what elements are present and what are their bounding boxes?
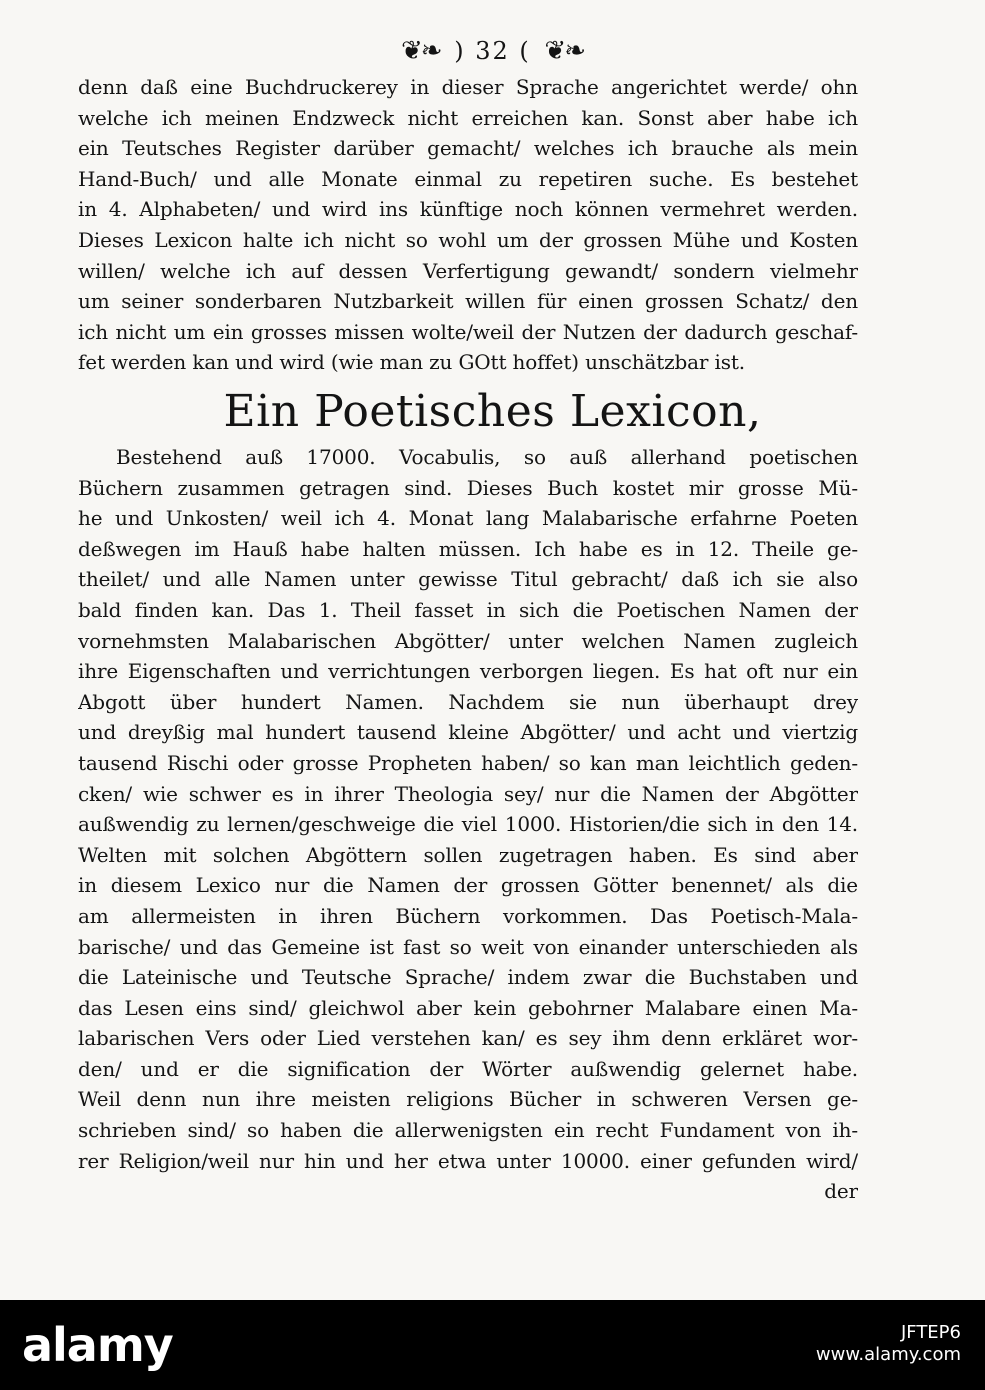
text-line: theilet/ und alle Namen unter gewisse Titul gebracht/ daß ich sie also [78,567,858,592]
text-line: willen/ welche ich auf dessen Verfertigung gewandt/ sondern vielmehr [78,258,858,283]
text-line: welche ich meinen Endzweck nicht erreichen kan. Sonst aber habe ich [78,105,858,130]
text-line: he und Unkosten/ weil ich 4. Monat lang Malabarische erfahrne Poeten [78,506,858,531]
text-line: ihre Eigenschaften und verrichtungen verborgen liegen. Es hat oft nur ein [78,659,858,684]
text-line: um seiner sonderbaren Nutzbarkeit willen für einen grossen Schatz/ den [78,289,858,314]
text-line: in 4. Alphabeten/ und wird ins künftige noch können vermehret werden. [78,197,858,222]
text-line: ich nicht um ein grosses missen wolte/weil der Nutzen der dadurch geschaf- [78,319,858,344]
text-line: bald finden kan. Das 1. Theil fasset in sich die Poetischen Namen der [78,597,858,622]
text-line: ein Teutsches Register darüber gemacht/ welches ich brauche als mein [78,136,858,161]
text-line: Weil denn nun ihre meisten religions Bücher in schweren Versen ge- [78,1087,858,1112]
text-line: Dieses Lexicon halte ich nicht so wohl um der grossen Mühe und Kosten [78,227,858,252]
text-line: Büchern zusammen getragen sind. Dieses Buch kostet mir grosse Mü- [78,475,858,500]
watermark-footer [0,1300,985,1390]
page-number: ) 32 ( [454,37,531,65]
section-title: Ein Poetisches Lexicon, [223,386,762,437]
page-header [0,36,985,66]
text-line: denn daß eine Buchdruckerey in dieser Sprache angerichtet werde/ ohn [78,75,858,99]
text-line: am allermeisten in ihren Büchern vorkommen. Das Poetisch-Mala- [78,903,858,928]
site-address: www.alamy.com [815,1344,961,1365]
text-line: außwendig zu lernen/geschweige die viel 1000. Historien/die sich in den 14. [78,812,858,837]
text-line: Welten mit solchen Abgöttern sollen zugetragen haben. Es sind aber [78,842,858,867]
paragraph-1 [78,72,858,378]
text-line: labarischen Vers oder Lied verstehen kan/ es sey ihm denn erkläret wor- [78,1026,858,1051]
text-line: fet werden kan und wird (wie man zu GOtt hoffet) unschätzbar ist. [78,350,745,375]
text-line: Abgott über hundert Namen. Nachdem sie nun überhaupt drey [78,689,858,714]
text-line: und dreyßig mal hundert tausend kleine Abgötter/ und acht und viertzig [78,720,858,745]
text-line: cken/ wie schwer es in ihrer Theologia sey/ nur die Namen der Abgötter [78,781,858,806]
text-line: Bestehend auß 17000. Vocabulis, so auß allerhand poetischen [116,445,858,469]
text-line: in diesem Lexico nur die Namen der grossen Götter benennet/ als die [78,873,858,898]
text-line: schrieben sind/ so haben die allerwenigsten ein recht Fundament von ih- [78,1118,858,1143]
ornament-left-icon: ❦❧ [401,36,441,66]
ornament-right-icon: ❦❧ [544,36,584,66]
image-reference [816,1322,961,1366]
brand-logo: alamy [22,1318,173,1372]
catchword: der [824,1179,858,1204]
text-line: barische/ und das Gemeine ist fast so weit von einander unterschieden als [78,934,858,959]
text-line: deßwegen im Hauß habe halten müssen. Ich habe es in 12. Theile ge- [78,536,858,561]
text-line: die Lateinische und Teutsche Sprache/ indem zwar die Buchstaben und [78,965,858,990]
image-code: JFTEP6 [900,1322,961,1343]
text-line: rer Religion/weil nur hin und her etwa unter 10000. einer gefunden wird/ [78,1148,858,1173]
text-line: vornehmsten Malabarischen Abgötter/ unter welchen Namen zugleich [78,628,858,653]
text-line: das Lesen eins sind/ gleichwol aber kein gebohrner Malabare einen Ma- [78,995,858,1020]
text-line: tausend Rischi oder grosse Propheten haben/ so kan man leichtlich geden- [78,750,858,775]
text-line: den/ und er die signification der Wörter außwendig gelernet habe. [78,1056,858,1081]
paragraph-2 [78,442,858,1207]
text-line: Hand-Buch/ und alle Monate einmal zu repetiren suche. Es bestehet [78,166,858,191]
